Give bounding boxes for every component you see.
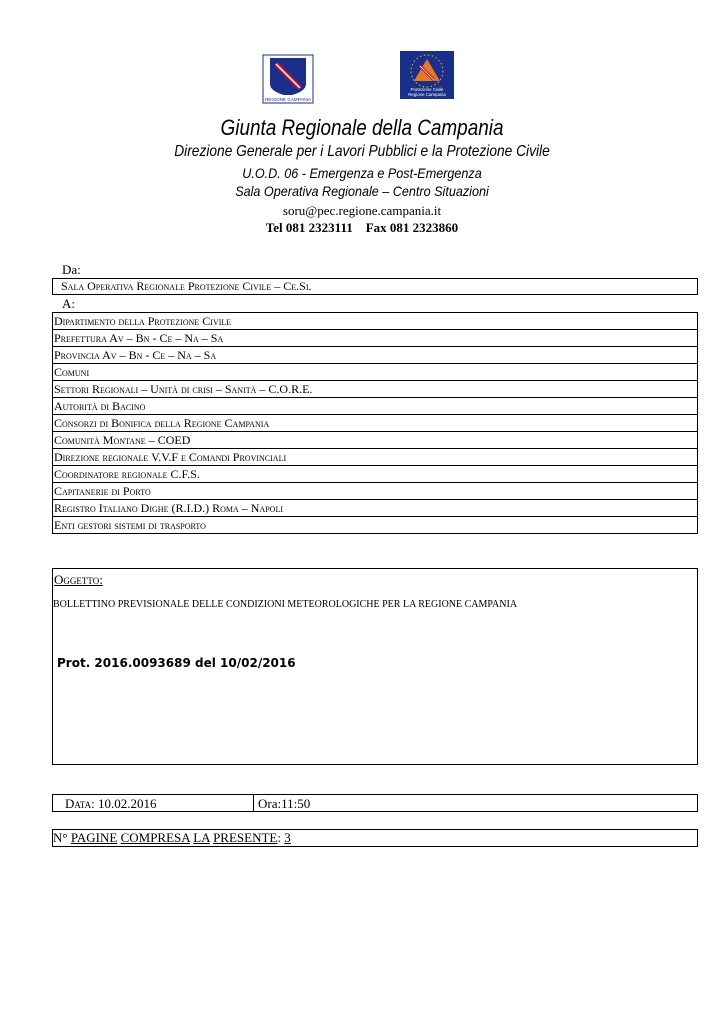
letterhead-phone-fax	[0, 220, 724, 236]
pages-word-pagine: PAGINE	[70, 830, 118, 845]
subject-label: Oggetto:	[54, 572, 103, 587]
recipient-row	[53, 415, 698, 432]
recipient-name: Dipartimento della Protezione Civile	[53, 313, 698, 330]
recipient-name: Capitanerie di Porto	[53, 483, 698, 500]
letterhead-sala: Sala Operativa Regionale – Centro Situazioni	[235, 183, 489, 199]
recipient-name: Autorità di Bacino	[53, 398, 698, 415]
subject-box	[52, 568, 698, 765]
time-label: Ora:	[258, 795, 282, 811]
pages-word-no: N°	[53, 830, 68, 845]
recipient-name: Coordinatore regionale C.F.S.	[53, 466, 698, 483]
from-label: Da:	[62, 262, 81, 277]
pages-count-value: 3	[284, 830, 291, 845]
recipient-list	[52, 312, 698, 534]
regione-campania-logo	[262, 54, 314, 104]
recipient-name: Direzione regionale V.V.F e Comandi Provinciali	[53, 449, 698, 466]
recipient-row	[53, 398, 698, 415]
recipient-name: Registro Italiano Dighe (R.I.D.) Roma – Napoli	[53, 500, 698, 517]
recipient-row	[53, 347, 698, 364]
letterhead-email: soru@pec.regione.campania.it	[282, 203, 442, 218]
pages-word-presente: PRESENTE	[213, 830, 278, 845]
page-count: N° PAGINE COMPRESA LA PRESENTE: 3	[52, 829, 698, 847]
time-value: 11:50	[281, 795, 311, 811]
pages-word-compresa: COMPRESA	[120, 830, 190, 845]
logo-right-caption-2: Regione Campania	[408, 92, 446, 97]
pages-word-la: LA	[193, 830, 210, 845]
date-value: 10.02.2016	[98, 795, 157, 811]
letterhead-uod: U.O.D. 06 - Emergenza e Post-Emergenza	[242, 165, 482, 181]
recipient-name: Consorzi di Bonifica della Regione Campania	[53, 415, 698, 432]
recipient-row	[53, 466, 698, 483]
to-label: A:	[62, 296, 75, 311]
date-label: Data:	[65, 795, 95, 811]
recipient-row	[53, 313, 698, 330]
letterhead-title: Giunta Regionale della Campania	[220, 115, 504, 140]
subject-text: BOLLETTINO PREVISIONALE DELLE CONDIZIONI METEOROLOGICHE PER LA REGIONE CAMPANIA	[53, 599, 518, 610]
recipient-row	[53, 432, 698, 449]
recipient-row	[53, 517, 698, 534]
recipient-name: Comunità Montane – COED	[53, 432, 698, 449]
from-sender: Sala Operativa Regionale Protezione Civile – Ce.Si.	[52, 278, 698, 295]
recipient-name: Comuni	[53, 364, 698, 381]
logo-right-caption-1: Protezione Civile	[410, 87, 444, 92]
date-time-row	[52, 794, 698, 812]
recipient-row	[53, 483, 698, 500]
logo-left-caption: REGIONE CAMPANIA	[264, 97, 312, 102]
recipient-row	[53, 500, 698, 517]
recipient-name: Provincia Av – Bn - Ce – Na – Sa	[53, 347, 698, 364]
recipient-name: Enti gestori sistemi di trasporto	[53, 517, 698, 534]
recipient-row	[53, 364, 698, 381]
letterhead-direction: Direzione Generale per i Lavori Pubblici e la Protezione Civile	[174, 143, 550, 160]
protezione-civile-logo	[400, 51, 454, 99]
recipient-name: Settori Regionali – Unità di crisi – Sanità – C.O.R.E.	[53, 381, 698, 398]
time-cell	[254, 795, 698, 812]
phone-number: Tel 081 2323111	[265, 220, 353, 235]
protocol-number: Prot. 2016.0093689 del 10/02/2016	[57, 656, 296, 670]
recipient-name: Prefettura Av – Bn - Ce – Na – Sa	[53, 330, 698, 347]
fax-number: Fax 081 2323860	[365, 220, 459, 235]
recipient-row	[53, 381, 698, 398]
recipient-row	[53, 449, 698, 466]
date-cell	[53, 795, 254, 812]
recipient-row	[53, 330, 698, 347]
